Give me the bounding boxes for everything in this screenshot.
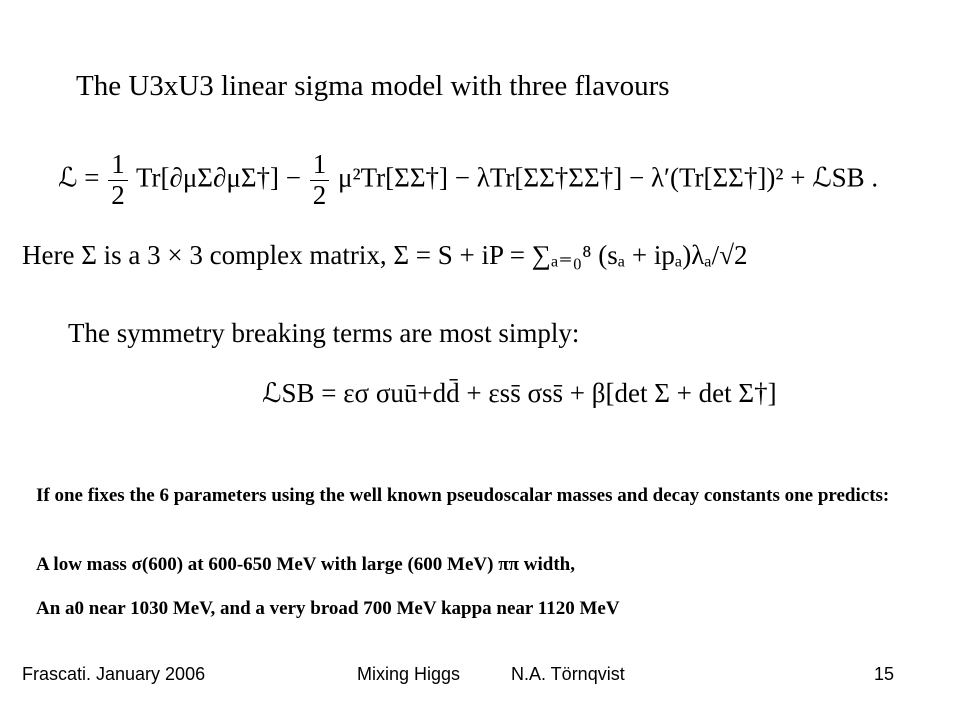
slide-title: The U3xU3 linear sigma model with three flavours [76,70,670,102]
symmetry-breaking-equation: ℒSB = εσ σuū+dd̄ + εss̄ σss̄ + β[det Σ + det Σ†] [262,378,777,408]
fraction-denominator: 2 [312,179,327,210]
fraction-numerator: 1 [310,150,330,181]
lagrangian-lhs: ℒ = [58,162,107,193]
footer-date: Frascati. January 2006 [22,664,206,684]
lagrangian-term-1: Tr[∂μΣ∂μΣ†] − [135,162,302,193]
paragraph-sigma-prediction: A low mass σ(600) at 600-650 MeV with large (600 MeV) ππ width, [36,554,575,575]
lagrangian-equation [58,150,878,210]
fraction-numerator: 1 [108,150,128,181]
footer-page-number: 15 [874,664,895,684]
lagrangian-term-2: μ²Tr[ΣΣ†] − λTr[ΣΣ†ΣΣ†] − λ′(Tr[ΣΣ†])² + ℒSB . [338,162,879,193]
fraction-denominator: 2 [111,179,125,210]
paragraph-parameters: If one fixes the 6 parameters using the well known pseudoscalar masses and decay constants one predicts: [36,485,890,506]
sigma-definition-line: Here Σ is a 3 × 3 complex matrix, Σ = S + iP = ∑ₐ₌₀⁸ (sₐ + ipₐ)λₐ/√2 [22,240,748,270]
paragraph-a0-kappa: An a0 near 1030 MeV, and a very broad 700 MeV kappa near 1120 MeV [36,598,620,619]
symmetry-breaking-text: The symmetry breaking terms are most simply: [68,318,580,348]
footer-title: Mixing Higgs [357,664,461,684]
footer-author: N.A. Törnqvist [511,664,625,684]
lagrangian-fraction-2 [310,150,330,210]
lagrangian-fraction-1 [108,150,128,210]
